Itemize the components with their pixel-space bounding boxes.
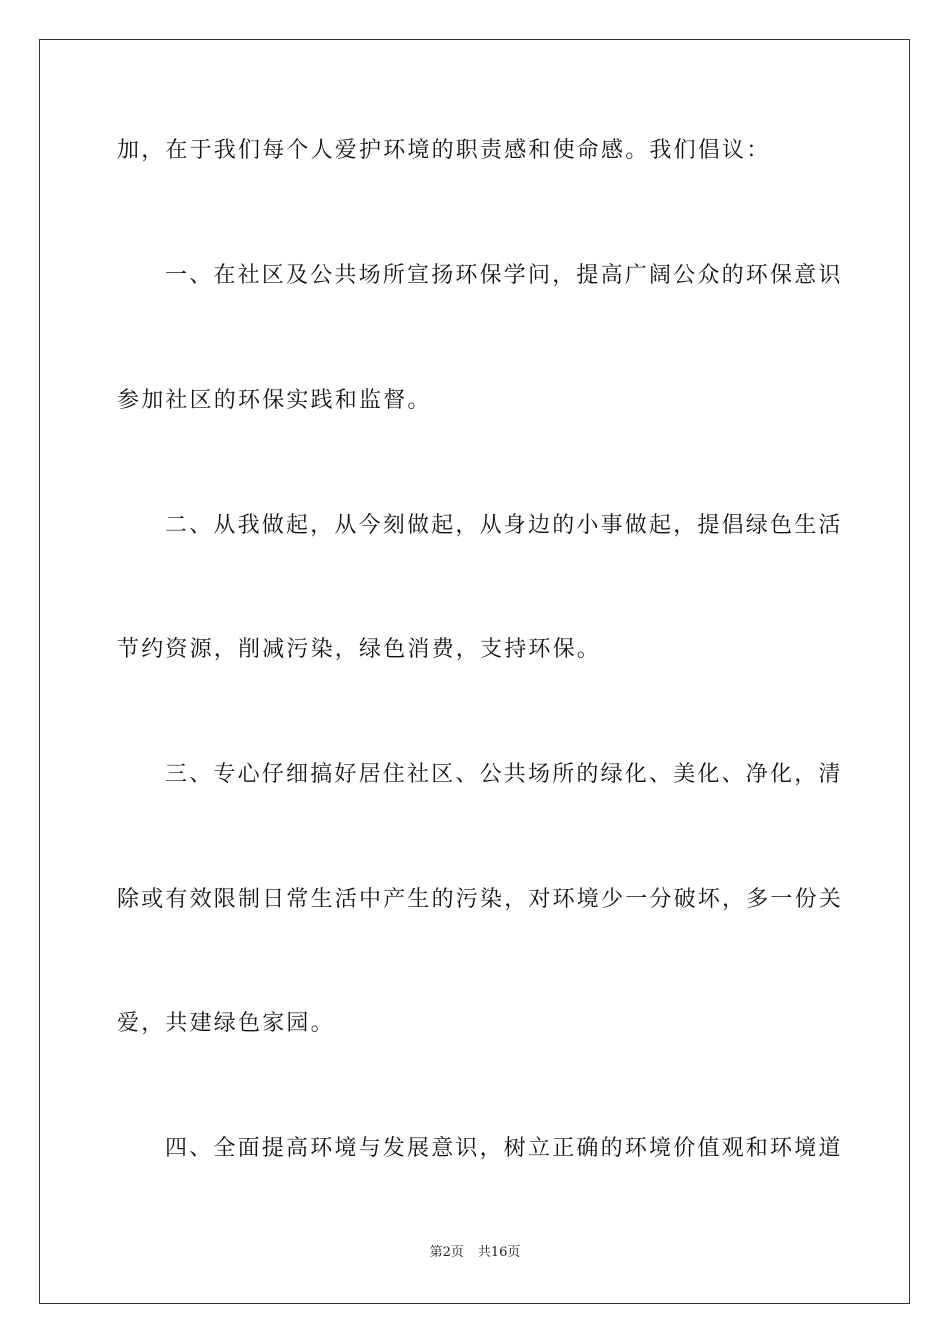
text-line: 四、全面提高环境与发展意识，树立正确的环境价值观和环境道 [165,1136,843,1161]
page-number: 第2页 [429,1245,464,1260]
page-border [39,39,910,1304]
text-line: 一、在社区及公共场所宣扬环保学问，提高广阔公众的环保意识 [165,263,843,288]
text-line: 参加社区的环保实践和监督。 [117,388,432,413]
text-line: 二、从我做起，从今刻做起，从身边的小事做起，提倡绿色生活 [165,513,843,538]
text-line: 节约资源，削减污染，绿色消费，支持环保。 [117,637,602,662]
page-total: 共16页 [477,1245,521,1260]
text-line: 三、专心仔细搞好居住社区、公共场所的绿化、美化、净化，清 [165,762,843,787]
text-line: 除或有效限制日常生活中产生的污染，对环境少一分破坏，多一份关 [117,887,844,912]
text-line: 加，在于我们每个人爱护环境的职责感和使命感。我们倡议： [117,138,771,163]
text-line: 爱，共建绿色家园。 [117,1011,335,1036]
page-footer [0,1244,950,1262]
